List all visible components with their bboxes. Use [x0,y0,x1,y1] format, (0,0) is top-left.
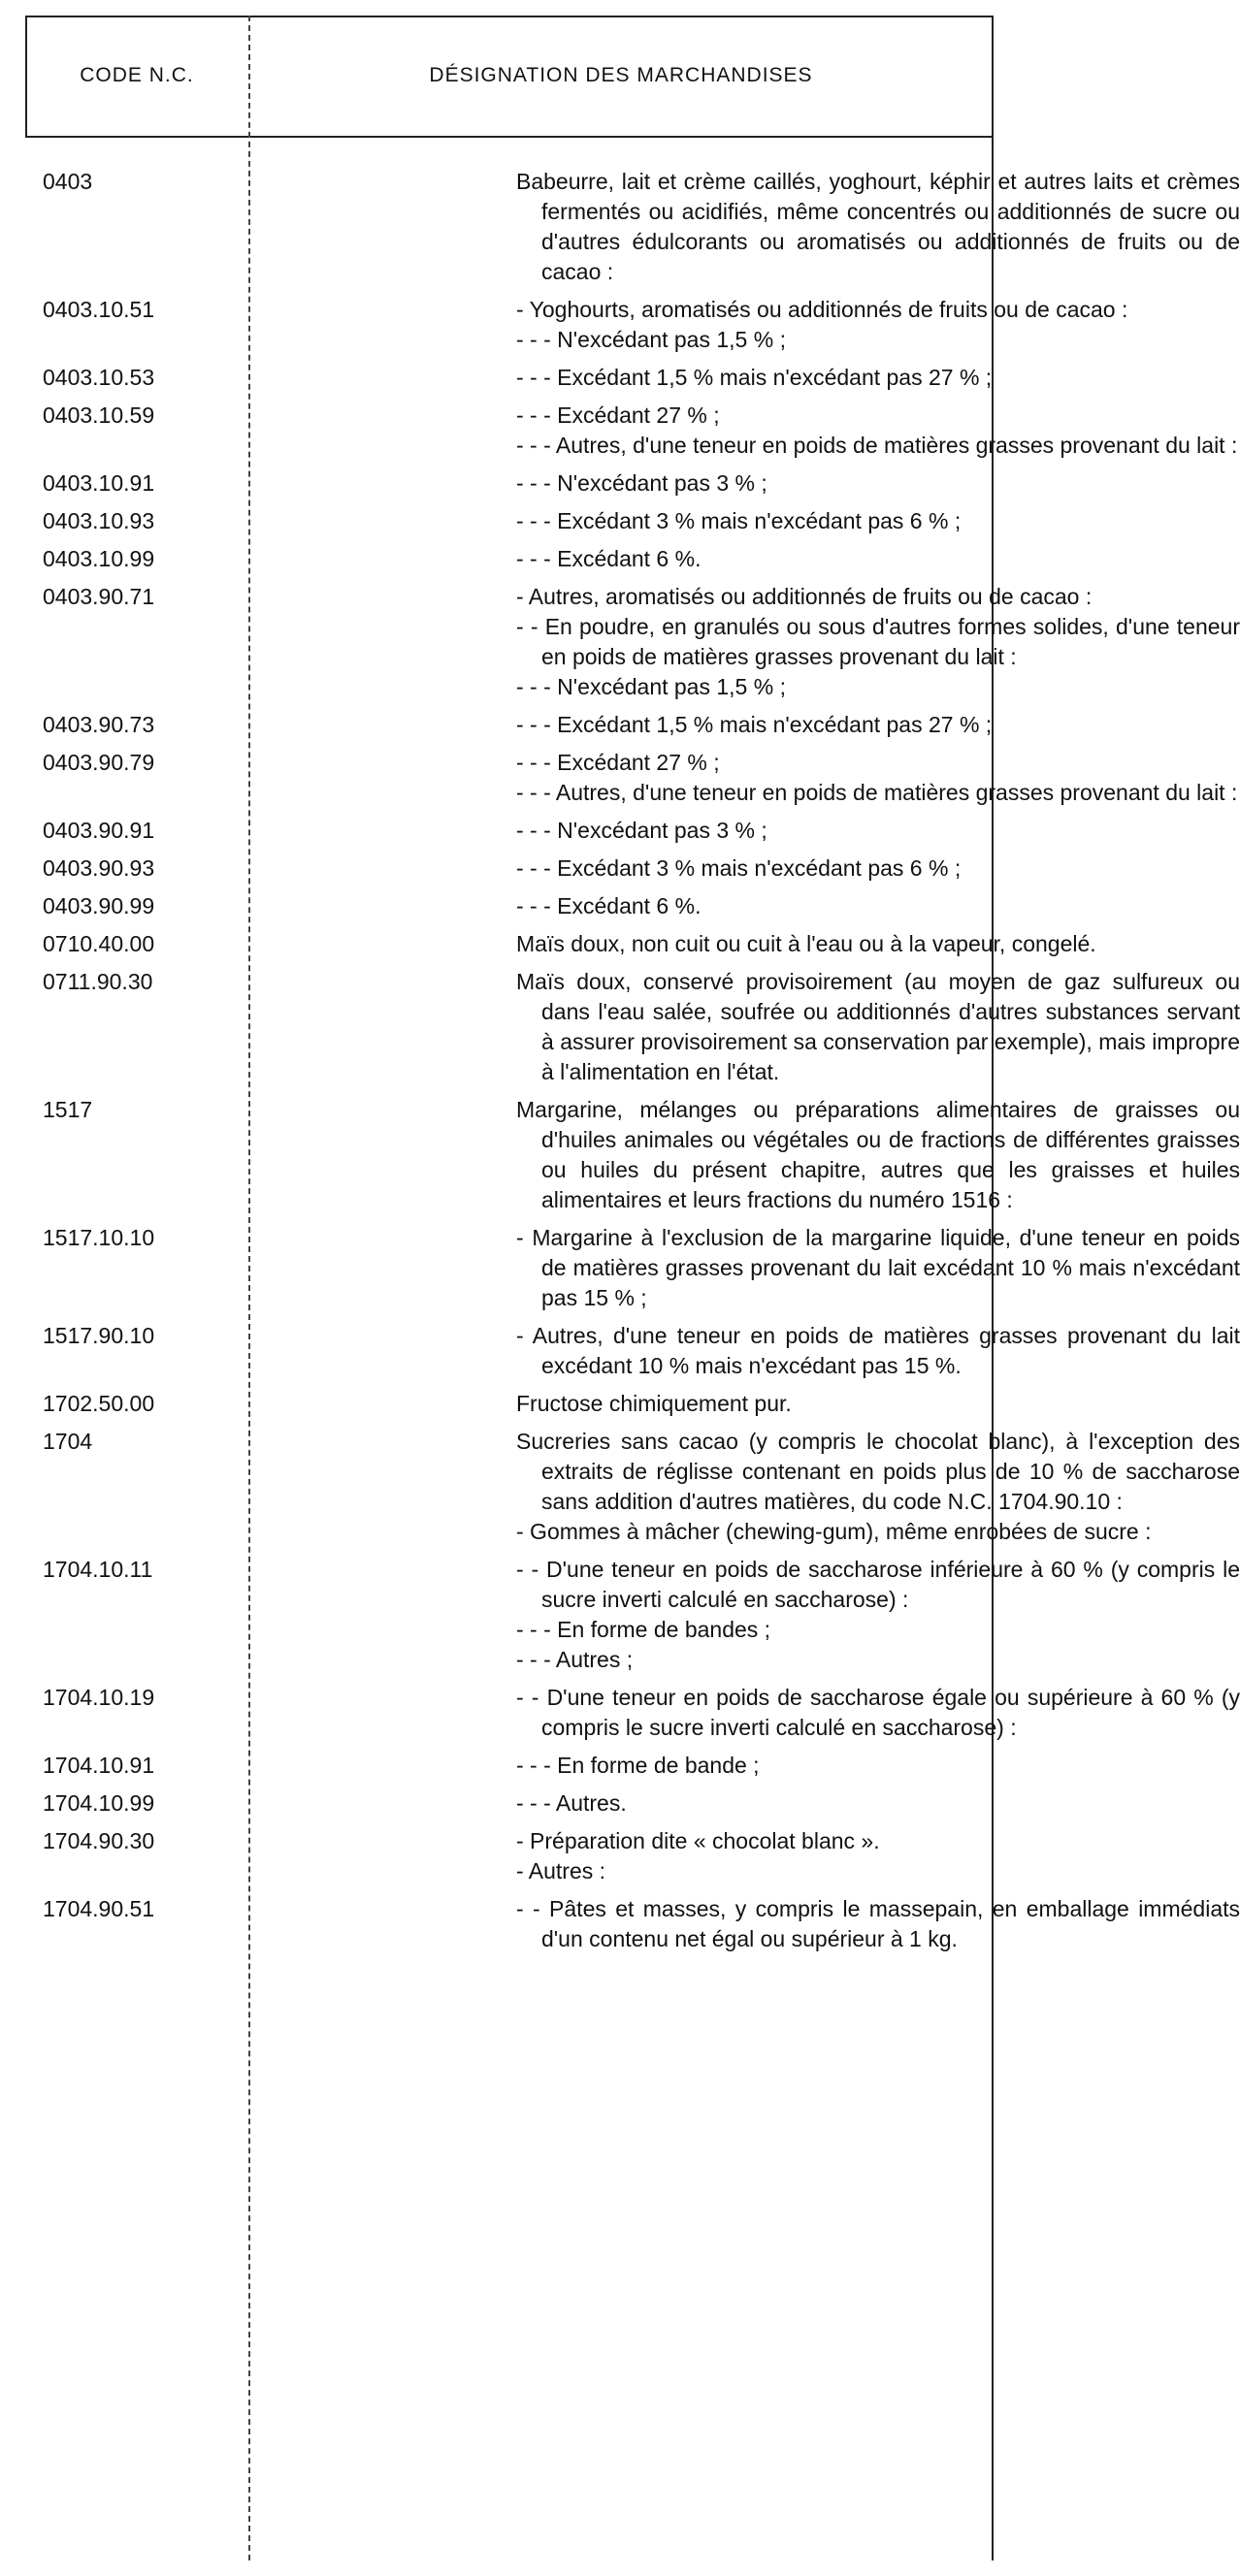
table-row [25,1555,1240,1615]
nc-code: 0403.10.93 [43,508,155,533]
table-row [25,1321,1240,1381]
nc-code: 1704.10.91 [43,1753,155,1778]
goods-designation: - Préparation dite « chocolat blanc ». [516,1828,880,1853]
table-row [25,325,994,355]
table-row [25,612,1240,672]
goods-designation: Sucreries sans cacao (y compris le chocolat blanc), à l'exception des extraits de réglisse contenant en poids plus de 10 % de saccharose sans addition d'autres matières, du code N.C. 1704.90.10 : [516,1429,1240,1514]
nc-code [25,778,248,808]
nc-code [25,612,248,672]
goods-designation: Fructose chimiquement pur. [516,1391,792,1416]
tariff-table [25,16,1240,2560]
table-row [25,1751,994,1781]
nc-code: 0403.10.99 [43,546,155,571]
header-separator [25,136,994,138]
table-row [25,582,1093,612]
table-row [25,1223,1240,1313]
nc-code: 0403.10.51 [43,297,155,322]
nc-code: 0403 [43,169,93,194]
nc-code [25,325,248,355]
nc-code: 1704.10.19 [43,1685,155,1710]
table-row [25,891,994,921]
goods-designation: - - - Excédant 3 % mais n'excédant pas 6 % ; [516,855,962,881]
goods-designation: - - D'une teneur en poids de saccharose égale ou supérieure à 60 % (y compris le sucre inverti calculé en saccharose) : [516,1685,1240,1740]
goods-designation: - - - Excédant 1,5 % mais n'excédant pas 27 % ; [516,712,993,737]
nc-code: 1517.10.10 [43,1225,155,1250]
goods-designation: - - - En forme de bande ; [516,1753,760,1778]
nc-code [25,1517,248,1547]
nc-code: 1704.10.11 [43,1557,153,1582]
table-row [25,1615,994,1645]
goods-designation: - - - Excédant 27 % ; [516,750,720,775]
goods-designation: - - D'une teneur en poids de saccharose inférieure à 60 % (y compris le sucre inverti calculé en saccharose) : [516,1557,1240,1612]
table-row [25,468,994,499]
table-row [25,853,994,884]
nc-code: 0710.40.00 [43,931,155,956]
table-header-right-border [992,16,994,138]
goods-designation: - Autres, aromatisés ou additionnés de fruits ou de cacao : [516,584,1093,609]
nc-code: 1704.10.99 [43,1790,155,1816]
goods-designation: - Yoghourts, aromatisés ou additionnés de fruits ou de cacao : [516,297,1128,322]
table-row [25,967,1240,1087]
nc-code: 0403.10.91 [43,470,155,496]
table-row [25,1517,1152,1547]
nc-code: 1517.90.10 [43,1323,155,1348]
table-row [25,544,994,574]
goods-designation: - - - Excédant 6 %. [516,546,702,571]
goods-designation: - Gommes à mâcher (chewing-gum), même enrobées de sucre : [516,1519,1152,1544]
nc-code: 0403.90.93 [43,855,155,881]
table-row [25,1645,994,1675]
table-row [25,1826,994,1856]
table-row [25,778,1238,808]
table-row [25,816,994,846]
table-row [25,363,994,393]
goods-designation: - - - N'excédant pas 1,5 % ; [516,674,786,699]
nc-code: 0403.90.73 [43,712,155,737]
table-row [25,1427,1240,1517]
table-row [25,1095,1240,1215]
goods-designation: Babeurre, lait et crème caillés, yoghourt, képhir et autres laits et crèmes fermentés ou acidifiés, même concentrés ou additionnés de sucre ou d'autres édulcorants ou aromatisés ou additionnés de fruits ou de cacao : [516,169,1240,284]
goods-designation: - - - Excédant 3 % mais n'excédant pas 6 % ; [516,508,962,533]
goods-designation: - - - N'excédant pas 3 % ; [516,470,767,496]
table-row [25,1389,994,1419]
table-row [25,1894,1240,1954]
table-row [25,710,994,740]
goods-designation: - Autres, d'une teneur en poids de matières grasses provenant du lait excédant 10 % mais n'excédant pas 15 %. [516,1323,1240,1378]
table-row [25,672,994,702]
goods-designation: - - - N'excédant pas 1,5 % ; [516,327,786,352]
table-row [25,401,994,431]
nc-code: 1517 [43,1097,93,1122]
nc-code: 0711.90.30 [43,969,153,994]
nc-code: 0403.10.59 [43,402,155,428]
table-row [25,1683,1240,1743]
nc-code [25,672,248,702]
goods-designation: - - - Autres. [516,1790,627,1816]
code-column-header: CODE N.C. [80,64,194,86]
nc-code [25,1856,248,1886]
table-row [25,929,1096,959]
nc-code [25,1645,248,1675]
nc-code [25,1615,248,1645]
goods-designation: - - - En forme de bandes ; [516,1617,771,1642]
table-row [25,1856,994,1886]
table-row [25,506,994,536]
goods-designation: Maïs doux, non cuit ou cuit à l'eau ou à la vapeur, congelé. [516,931,1096,956]
goods-designation: Margarine, mélanges ou préparations alimentaires de graisses ou d'huiles animales ou végétales ou de fractions de différentes graisses ou huiles du présent chapitre, autres que les graisses et huiles alimentaires et leurs fractions du numéro 1516 : [516,1097,1240,1212]
goods-designation: - Autres : [516,1858,606,1884]
goods-designation: - - - Excédant 1,5 % mais n'excédant pas 27 % ; [516,365,993,390]
nc-code: 0403.90.79 [43,750,155,775]
nc-code [25,431,248,461]
goods-designation: - - - Autres ; [516,1647,634,1672]
nc-code: 1704.90.51 [43,1896,155,1921]
table-row [25,431,1238,461]
nc-code: 0403.90.91 [43,818,155,843]
table-row [25,167,1240,287]
nc-code: 1704.90.30 [43,1828,155,1853]
goods-designation: - - - Excédant 6 %. [516,893,702,918]
nc-code: 1704 [43,1429,93,1454]
goods-designation: - - - N'excédant pas 3 % ; [516,818,767,843]
goods-designation: - - - Excédant 27 % ; [516,402,720,428]
table-body [25,159,1240,1954]
goods-designation: Maïs doux, conservé provisoirement (au moyen de gaz sulfureux ou dans l'eau salée, soufrée ou additionnés d'autres substances servant à assurer provisoirement sa conservation par exemple), mais impropre à l'alimentation en l'état. [516,969,1240,1084]
nc-code: 1702.50.00 [43,1391,155,1416]
goods-designation: - Margarine à l'exclusion de la margarine liquide, d'une teneur en poids de matières grasses provenant du lait excédant 10 % mais n'excédant pas 15 % ; [516,1225,1240,1310]
designation-column-header: DÉSIGNATION DES MARCHANDISES [429,64,813,86]
table-row [25,748,994,778]
table-row [25,1788,994,1819]
goods-designation: - - - Autres, d'une teneur en poids de matières grasses provenant du lait : [516,433,1238,458]
nc-code: 0403.10.53 [43,365,155,390]
goods-designation: - - En poudre, en granulés ou sous d'autres formes solides, d'une teneur en poids de matières grasses provenant du lait : [516,614,1240,669]
nc-code: 0403.90.71 [43,584,155,609]
nc-code: 0403.90.99 [43,893,155,918]
goods-designation: - - - Autres, d'une teneur en poids de matières grasses provenant du lait : [516,780,1238,805]
table-row [25,295,1128,325]
goods-designation: - - Pâtes et masses, y compris le massepain, en emballage immédiats d'un contenu net égal ou supérieur à 1 kg. [516,1896,1240,1951]
